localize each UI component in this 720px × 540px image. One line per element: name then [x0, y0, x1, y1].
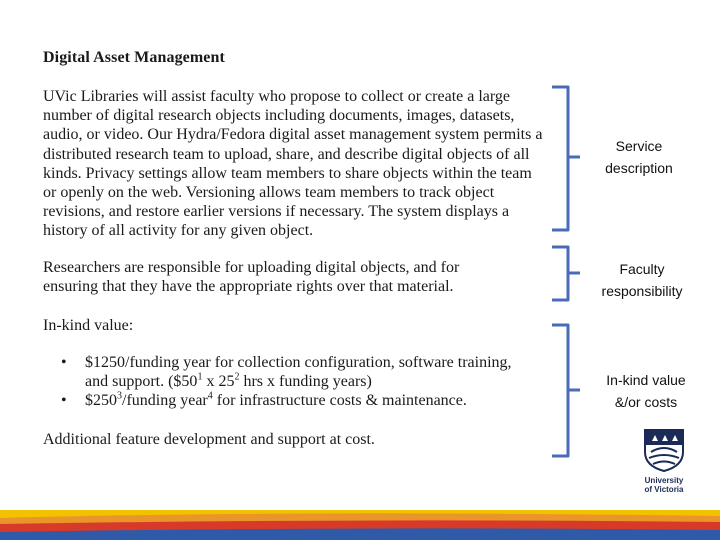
footnote-ref: 2: [234, 371, 240, 383]
label-line: &/or costs: [614, 394, 678, 410]
bullet-1-hours: x 25: [202, 373, 235, 390]
bullet-1-rate: and support. ($50: [85, 373, 198, 390]
bullet-2-tail: for infrastructure costs & maintenance.: [212, 392, 467, 409]
label-inkind-costs: [584, 369, 708, 413]
uvic-crest-icon: [643, 428, 685, 472]
inkind-bracket: [548, 322, 588, 462]
list-item: [43, 353, 543, 391]
faculty-bracket: [548, 244, 588, 304]
bullet-1-tail: hrs x funding years): [239, 373, 372, 390]
service-description-paragraph: UVic Libraries will assist faculty who propose to collect or create a large number of digital research objects including documents, images, datasets, audio, or video. Our Hydra/Fedora digital asset management system permits a distributed research team to upload, share, and describe digital objects of all kinds. Privacy settings allow team members to share objects within the team or openly on the web. Versioning allows team members to track object revisions, and restore earlier versions if necessary. The system displays a history of all activity for any given object.: [43, 88, 543, 240]
footnote-ref: 1: [197, 371, 203, 383]
footnote-ref: 4: [207, 390, 213, 402]
logo-line-2: of Victoria: [644, 485, 684, 494]
faculty-responsibility-paragraph: Researchers are responsible for uploading digital objects, and for ensuring that they have the appropriate rights over that material.: [43, 259, 460, 296]
service-bracket: [548, 84, 588, 234]
label-service-description: [584, 135, 694, 179]
list-item: [43, 391, 543, 410]
footer-wave-stripes: [0, 510, 720, 540]
label-line: Faculty: [619, 261, 665, 277]
label-faculty-responsibility: [584, 258, 700, 302]
bullet-2-period: /funding year: [122, 392, 208, 409]
inkind-heading: In-kind value:: [43, 317, 134, 334]
bullet-2-amount: $250: [85, 392, 117, 409]
bullet-dot: •: [61, 354, 67, 371]
label-line: responsibility: [601, 283, 683, 299]
uvic-logo: [640, 428, 688, 494]
bullet-dot: •: [61, 392, 67, 409]
inkind-bullet-list: [43, 353, 543, 410]
label-line: description: [605, 160, 673, 176]
logo-line-1: University: [644, 476, 684, 485]
label-line: Service: [615, 138, 663, 154]
additional-development-note: Additional feature development and support at cost.: [43, 431, 375, 448]
label-line: In-kind value: [606, 372, 686, 388]
page-title: Digital Asset Management: [43, 49, 225, 66]
footnote-ref: 3: [117, 390, 122, 402]
bullet-1-line-1: $1250/funding year for collection configuration, software training,: [85, 354, 512, 371]
